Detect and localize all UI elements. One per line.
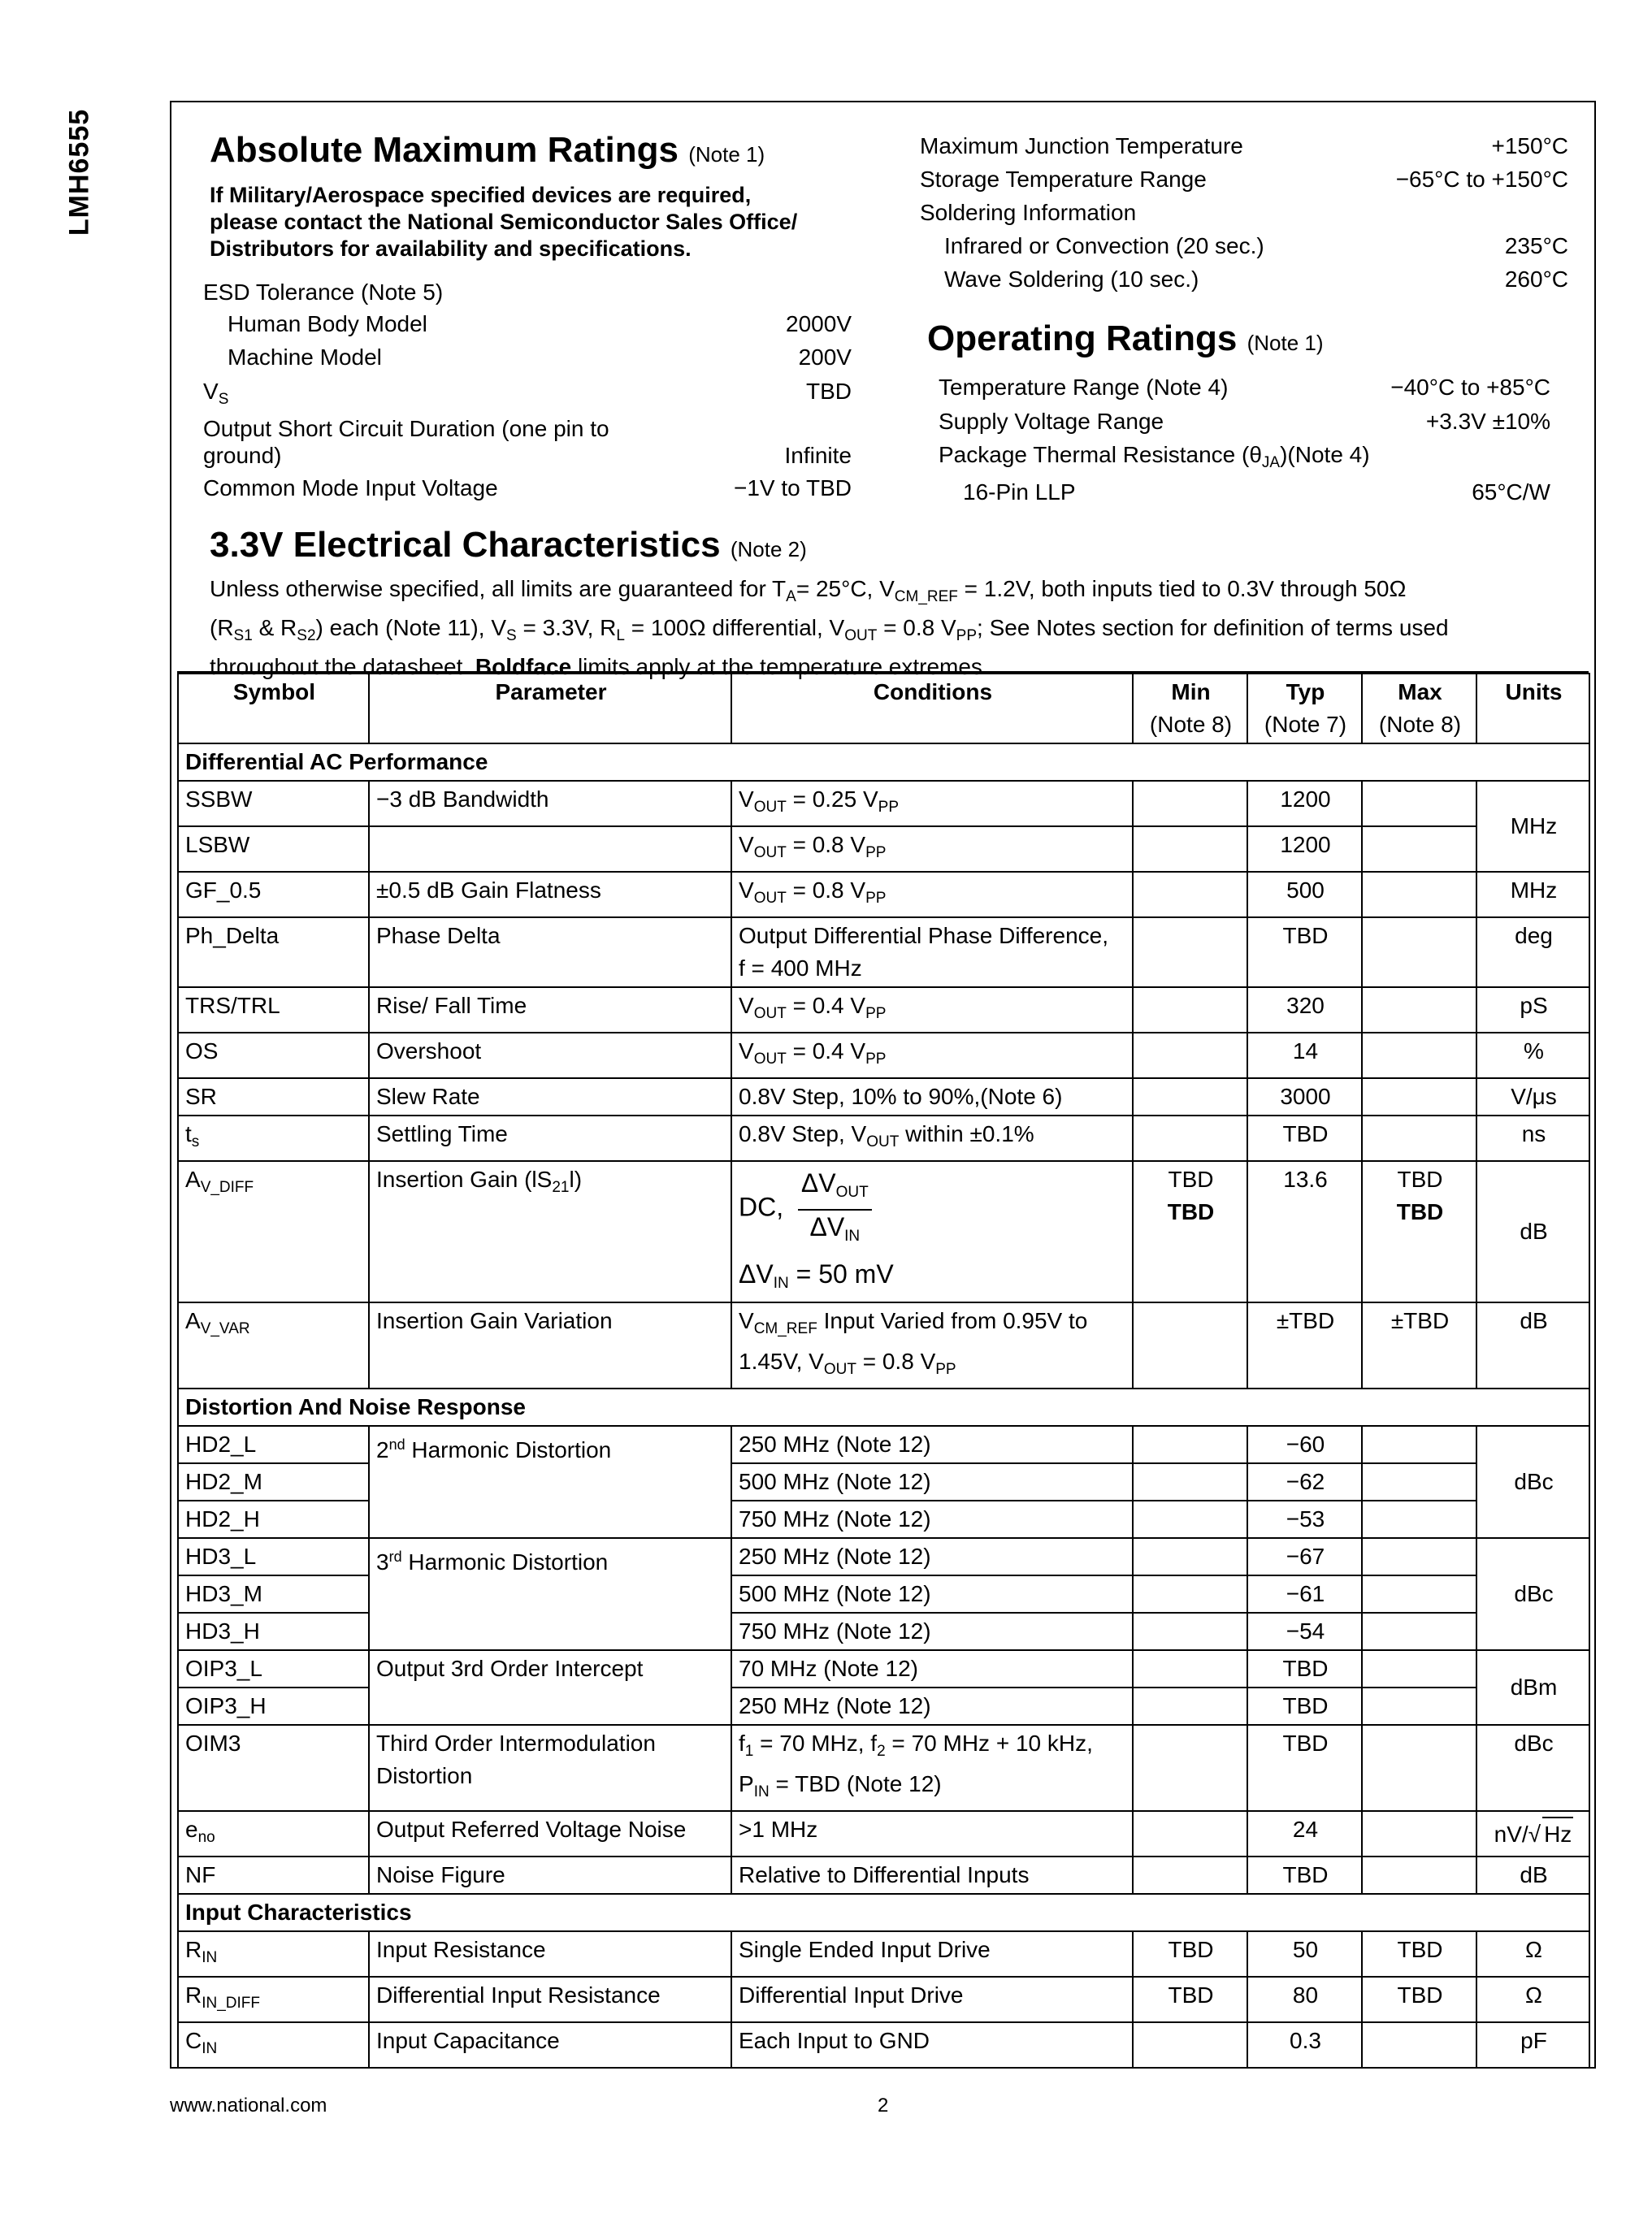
ec-intro: Unless otherwise specified, all limits are guaranteed for $T_A= 25^\circ C$, $V_{CM\_REF} = 1.2V$, both inputs tied to 0.3V through 50Ω ($R_{S1}$ & $R_{S2}$) each (Note 11), $V_S = 3.3V$, $R_L = 100\Omega$ differential, $V_{OUT} = 0.8$ $V_{PP}$; See Notes section for definition of terms used throughout the datasheet. Boldface limits apply at the temperature extremes. [210, 576, 1449, 679]
header-symbol: Symbol [178, 674, 369, 743]
wave-row: Wave Soldering (10 sec.) 260°C [944, 266, 1568, 292]
short-circuit-row: ground) Infinite [203, 443, 852, 468]
sqrt-symbol: √ [1528, 1822, 1541, 1847]
table-row: OIP3_L Output 3rd Order Intercept 70 MHz (Note 12) TBD dBm [178, 1650, 1589, 1688]
section-row: Distortion And Noise Response [178, 1389, 1589, 1426]
page-number: 2 [878, 2095, 889, 2117]
header-min: Min (Note 8) [1133, 674, 1247, 743]
military-notice: If Military/Aerospace specified devices are required, please contact the National Semiconductor Sales Office/ Distributors for availability and specifications. [210, 183, 798, 261]
table-row: OS Overshoot $V_{OUT} = 0.4$ $V_{PP}$ 14 % [178, 1033, 1589, 1078]
table-row: LSBW $V_{OUT} = 0.8$ $V_{PP}$ 1200 [178, 826, 1589, 872]
table-row: GF_0.5 ±0.5 dB Gain Flatness $V_{OUT} = 0.8$ $V_{PP}$ 500 MHz [178, 872, 1589, 917]
table-row: SSBW −3 dB Bandwidth $V_{OUT} = 0.25$ $V_{PP}$ 1200 MHz [178, 781, 1589, 826]
table-row: $A_{V\_DIFF}$ Insertion Gain $(lS_{21}l)$ DC, $\frac{\Delta V_{OUT}}{\Delta V_{IN}}$ $\Delta V_{IN} = 50$ mV TBD TBD 13.6 TBD TBD dB [178, 1161, 1589, 1302]
part-number-side-label: LMH6555 [63, 108, 95, 236]
header-max: Max (Note 8) [1362, 674, 1476, 743]
table-row: NF Noise Figure Relative to Differential Inputs TBD dB [178, 1857, 1589, 1894]
section-row: Input Characteristics [178, 1894, 1589, 1931]
header-typ: Typ (Note 7) [1247, 674, 1362, 743]
mm-row: Machine Model 200V [228, 344, 852, 370]
table-row: $R_{IN\_DIFF}$ Differential Input Resistance Differential Input Drive TBD 80 TBD Ω [178, 1977, 1589, 2022]
section-row: Differential AC Performance [178, 743, 1589, 781]
table-row: Ph_Delta Phase Delta Output Differential Phase Difference, f = 400 MHz TBD deg [178, 917, 1589, 987]
table-row: $R_{IN}$ Input Resistance Single Ended Input Drive TBD 50 TBD Ω [178, 1931, 1589, 1977]
header-parameter: Parameter [369, 674, 731, 743]
thermal-resistance-label: Package Thermal Resistance $(\theta_{JA})(Note$ 4) [939, 442, 1370, 471]
common-mode-row: Common Mode Input Voltage −1V to TBD [203, 475, 852, 500]
table-row: OIM3 Third Order Intermodulation Distortion $f_1 = 70$ MHz, $f_2 = 70$ MHz + 10 kHz, $P_{IN}$ = TBD (Note 12) TBD dBc [178, 1725, 1589, 1811]
storage-temp-row: Storage Temperature Range −65°C to +150°C [920, 167, 1568, 192]
table-row: HD3_L 3rd Harmonic Distortion 250 MHz (Note 12) −67 dBc [178, 1538, 1589, 1575]
table-row: HD2_H 750 MHz (Note 12) −53 [178, 1501, 1589, 1538]
table-row: $t_s$ Settling Time 0.8V Step, $V_{OUT}$ within ±0.1% TBD ns [178, 1116, 1589, 1161]
supply-range-row: Supply Voltage Range +3.3V ±10% [939, 409, 1550, 434]
insertion-gain-formula: DC, $\frac{\Delta V_{OUT}}{\Delta V_{IN}}$ $\Delta V_{IN} = 50$ mV [731, 1161, 1133, 1302]
table-row: $e_{no}$ Output Referred Voltage Noise >1 MHz 24 nV/√ Hz [178, 1811, 1589, 1857]
electrical-characteristics-table [177, 673, 1590, 2069]
table-row: $C_{IN}$ Input Capacitance Each Input to GND 0.3 pF [178, 2022, 1589, 2068]
table-row: OIP3_H 250 MHz (Note 12) TBD [178, 1688, 1589, 1725]
header-conditions: Conditions [731, 674, 1133, 743]
table-row: HD3_H 750 MHz (Note 12) −54 [178, 1613, 1589, 1650]
vs-row: $V_S$ TBD [203, 379, 852, 408]
header-units: Units [1476, 674, 1589, 743]
temp-range-row: Temperature Range (Note 4) −40°C to +85°C [939, 375, 1550, 400]
absolute-max-title: Absolute Maximum Ratings (Note 1) [210, 130, 765, 170]
footer-website[interactable]: www.national.com [170, 2095, 327, 2117]
short-circuit-label: Output Short Circuit Duration (one pin to [203, 416, 609, 441]
esd-label: ESD Tolerance (Note 5) [203, 279, 444, 305]
table-row: HD2_L 2nd Harmonic Distortion 250 MHz (Note 12) −60 dBc [178, 1426, 1589, 1463]
ec-title: 3.3V Electrical Characteristics (Note 2) [210, 525, 807, 565]
table-row: TRS/TRL Rise/ Fall Time $V_{OUT} = 0.4$ $V_{PP}$ 320 pS [178, 987, 1589, 1033]
table-row: HD2_M 500 MHz (Note 12) −62 [178, 1463, 1589, 1501]
llp-row: 16-Pin LLP 65°C/W [963, 479, 1550, 505]
hbm-row: Human Body Model 2000V [228, 311, 852, 336]
soldering-label: Soldering Information [920, 200, 1137, 225]
table-row: $A_{V\_VAR}$ Insertion Gain Variation $V_{CM\_REF}$ Input Varied from 0.95V to 1.45V, $V_{OUT} = 0.8$ $V_{PP}$ ±TBD ±TBD dB [178, 1302, 1589, 1389]
table-header-row [178, 674, 1589, 743]
table-row: HD3_M 500 MHz (Note 12) −61 [178, 1575, 1589, 1613]
infrared-row: Infrared or Convection (20 sec.) 235°C [944, 233, 1568, 258]
table-row: SR Slew Rate 0.8V Step, 10% to 90%,(Note 6) 3000 V/μs [178, 1078, 1589, 1116]
operating-ratings-title: Operating Ratings (Note 1) [927, 318, 1324, 358]
junction-temp-row: Maximum Junction Temperature +150°C [920, 133, 1568, 158]
